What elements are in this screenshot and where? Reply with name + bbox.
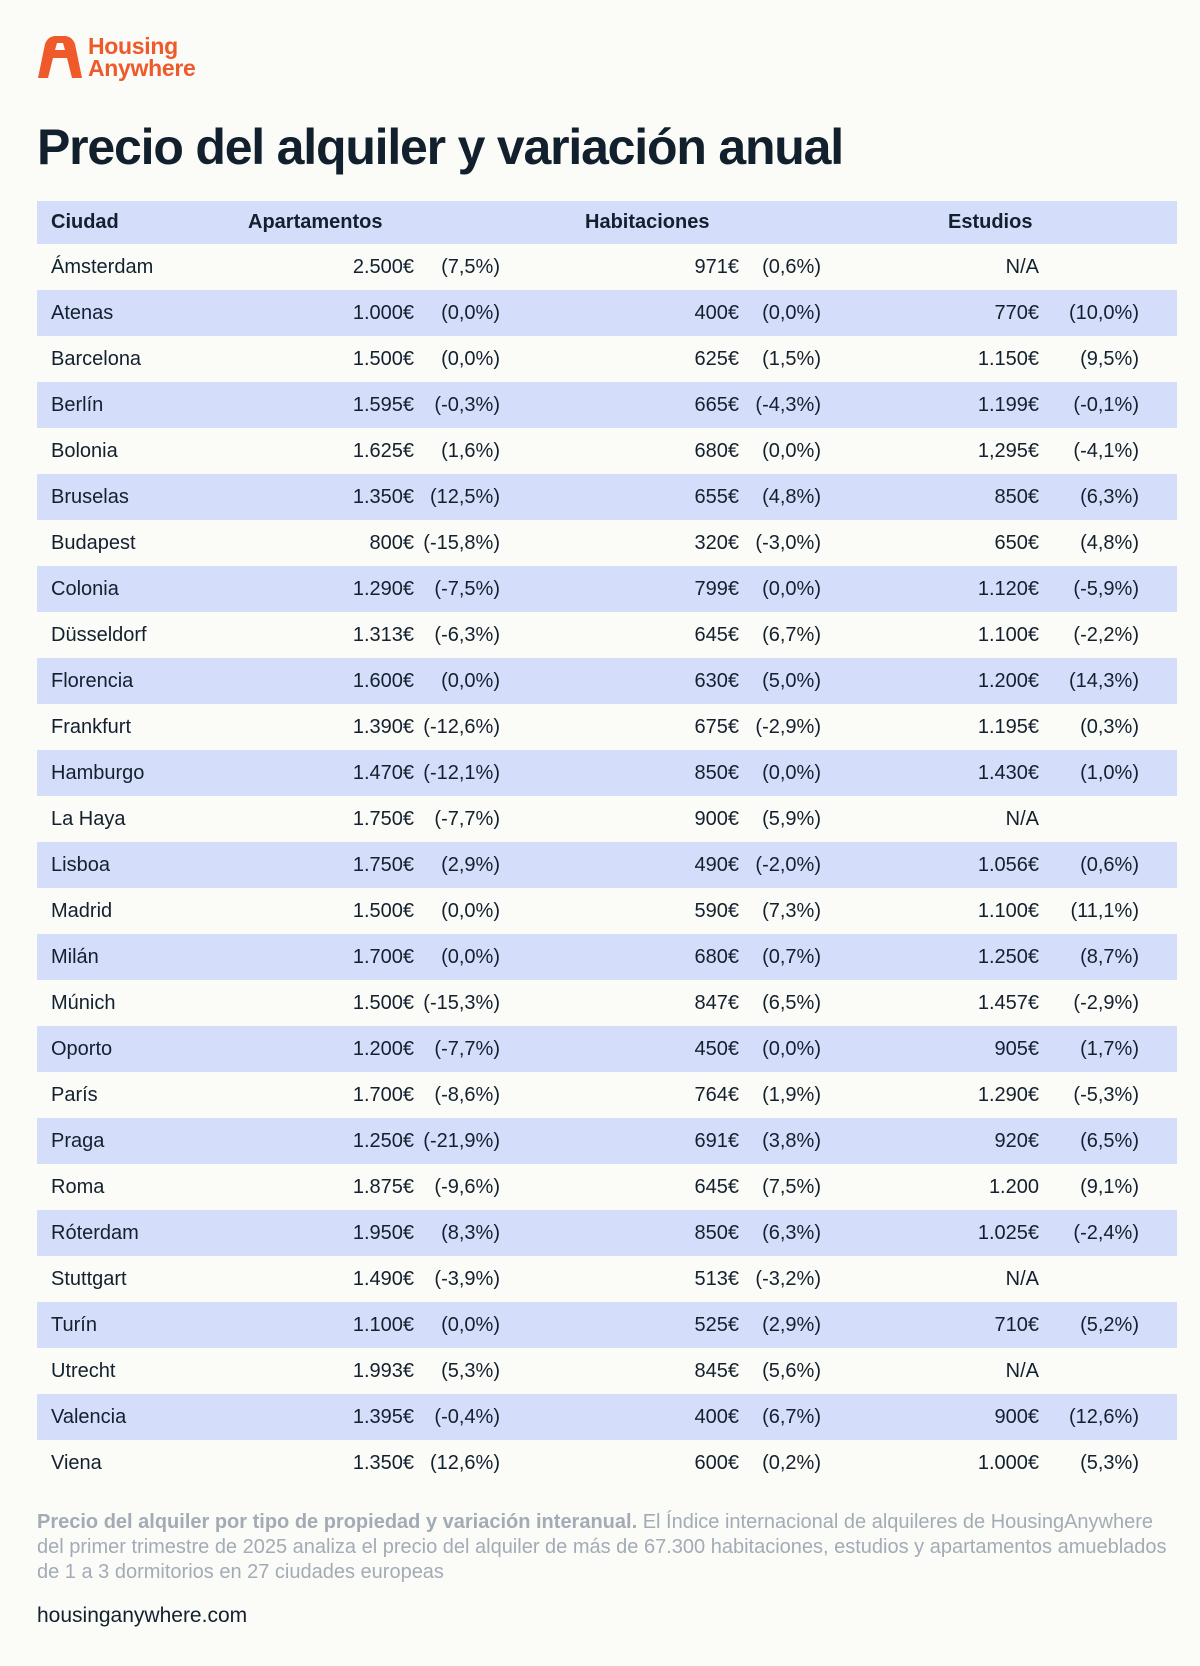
cell-rooms-change: (-3,0%) — [755, 532, 821, 554]
cell-rooms-price: 764€ — [694, 1084, 739, 1106]
table-row — [37, 704, 1177, 750]
cell-studios-change: (-2,4%) — [1073, 1222, 1139, 1244]
cell-studios-price: N/A — [1005, 808, 1039, 830]
cell-city: Berlín — [51, 394, 104, 416]
cell-apartments-change: (7,5%) — [441, 256, 500, 278]
cell-apartments-price: 1.750€ — [352, 854, 414, 876]
cell-studios-price: 1.430€ — [977, 762, 1039, 784]
cell-studios-change: (0,6%) — [1080, 854, 1139, 876]
cell-city: Madrid — [51, 900, 113, 922]
cell-apartments-price: 1.500€ — [352, 900, 414, 922]
cell-rooms-price: 320€ — [694, 532, 739, 554]
cell-rooms-price: 691€ — [694, 1130, 739, 1152]
table-header-row — [37, 201, 1177, 244]
brand-name-line1: Housing — [88, 33, 178, 59]
cell-city: Ámsterdam — [51, 256, 154, 278]
cell-city: París — [51, 1084, 98, 1106]
cell-rooms-change: (1,9%) — [762, 1084, 821, 1106]
cell-rooms-change: (0,2%) — [762, 1452, 821, 1474]
rent-table — [37, 201, 1177, 1486]
cell-apartments-price: 1.500€ — [352, 348, 414, 370]
cell-apartments-price: 1.000€ — [352, 302, 414, 324]
cell-apartments-change: (-6,3%) — [434, 624, 500, 646]
cell-apartments-change: (-15,3%) — [423, 992, 500, 1014]
cell-rooms-price: 900€ — [694, 808, 739, 830]
cell-apartments-price: 1.200€ — [352, 1038, 414, 1060]
cell-apartments-price: 1.750€ — [352, 808, 414, 830]
table-row — [37, 290, 1177, 336]
cell-studios-price: 905€ — [994, 1038, 1039, 1060]
cell-studios-price: 1,295€ — [977, 440, 1039, 462]
table-row — [37, 888, 1177, 934]
cell-apartments-change: (12,5%) — [429, 486, 500, 508]
cell-city: Valencia — [51, 1406, 127, 1428]
table-row — [37, 1026, 1177, 1072]
cell-rooms-change: (7,5%) — [762, 1176, 821, 1198]
cell-city: Róterdam — [51, 1222, 139, 1244]
cell-city: Praga — [51, 1130, 105, 1152]
cell-apartments-price: 1.470€ — [352, 762, 414, 784]
cell-rooms-change: (5,6%) — [762, 1360, 821, 1382]
column-header-rooms: Habitaciones — [585, 211, 710, 233]
cell-city: Hamburgo — [51, 762, 145, 784]
cell-city: Milán — [51, 946, 99, 968]
cell-apartments-change: (5,3%) — [441, 1360, 500, 1382]
table-row — [37, 520, 1177, 566]
cell-rooms-price: 971€ — [694, 256, 739, 278]
cell-rooms-change: (4,8%) — [762, 486, 821, 508]
cell-rooms-price: 630€ — [694, 670, 739, 692]
column-header-studios: Estudios — [948, 211, 1033, 233]
cell-studios-price: 1.457€ — [977, 992, 1039, 1014]
cell-rooms-change: (5,9%) — [762, 808, 821, 830]
cell-studios-change: (-5,9%) — [1073, 578, 1139, 600]
table-row — [37, 336, 1177, 382]
cell-rooms-price: 680€ — [694, 440, 739, 462]
cell-rooms-change: (6,7%) — [762, 1406, 821, 1428]
cell-apartments-price: 1.100€ — [352, 1314, 414, 1336]
cell-apartments-change: (0,0%) — [441, 946, 500, 968]
table-row — [37, 796, 1177, 842]
cell-apartments-price: 1.993€ — [352, 1360, 414, 1382]
brand-name — [88, 35, 196, 79]
table-row — [37, 980, 1177, 1026]
cell-studios-change: (4,8%) — [1080, 532, 1139, 554]
cell-apartments-change: (-12,1%) — [423, 762, 500, 784]
cell-rooms-price: 665€ — [694, 394, 739, 416]
cell-studios-change: (0,3%) — [1080, 716, 1139, 738]
cell-studios-price: 1.195€ — [977, 716, 1039, 738]
cell-apartments-change: (0,0%) — [441, 670, 500, 692]
cell-city: La Haya — [51, 808, 126, 830]
cell-city: Stuttgart — [51, 1268, 127, 1290]
cell-studios-price: 650€ — [994, 532, 1039, 554]
cell-apartments-change: (-7,7%) — [434, 1038, 500, 1060]
cell-studios-change: (5,2%) — [1080, 1314, 1139, 1336]
cell-rooms-price: 525€ — [694, 1314, 739, 1336]
table-row — [37, 1440, 1177, 1486]
cell-apartments-price: 1.490€ — [352, 1268, 414, 1290]
cell-city: Florencia — [51, 670, 134, 692]
cell-apartments-change: (0,0%) — [441, 348, 500, 370]
caption-bold: Precio del alquiler por tipo de propiedad y variación interanual. — [37, 1511, 638, 1533]
cell-rooms-price: 625€ — [694, 348, 739, 370]
cell-city: Colonia — [51, 578, 119, 600]
cell-rooms-price: 680€ — [694, 946, 739, 968]
cell-studios-price: 1.199€ — [977, 394, 1039, 416]
cell-rooms-change: (7,3%) — [762, 900, 821, 922]
cell-studios-price: 710€ — [994, 1314, 1039, 1336]
caption-text: El Índice internacional de alquileres de HousingAnywhere del primer trimestre de 2025 analiza el precio del alquiler de más de 67.300 habitaciones, estudios y apartamentos amueblados de 1 a 3 dormitorios en 27 ciudades europeas — [37, 1511, 1167, 1583]
cell-rooms-change: (0,0%) — [762, 302, 821, 324]
cell-rooms-price: 400€ — [694, 1406, 739, 1428]
cell-rooms-change: (0,0%) — [762, 440, 821, 462]
cell-rooms-change: (0,0%) — [762, 1038, 821, 1060]
cell-rooms-price: 847€ — [694, 992, 739, 1014]
cell-apartments-price: 1.250€ — [352, 1130, 414, 1152]
cell-rooms-price: 645€ — [694, 624, 739, 646]
cell-rooms-price: 850€ — [694, 1222, 739, 1244]
cell-rooms-change: (-2,9%) — [755, 716, 821, 738]
table-row — [37, 1164, 1177, 1210]
table-row — [37, 1394, 1177, 1440]
cell-apartments-change: (-8,6%) — [434, 1084, 500, 1106]
cell-apartments-change: (-7,5%) — [434, 578, 500, 600]
cell-studios-price: 1.290€ — [977, 1084, 1039, 1106]
cell-city: Lisboa — [51, 854, 110, 876]
cell-rooms-change: (-4,3%) — [755, 394, 821, 416]
cell-rooms-price: 675€ — [694, 716, 739, 738]
column-header-apartments: Apartamentos — [248, 211, 383, 233]
table-row — [37, 934, 1177, 980]
cell-studios-price: 1.120€ — [977, 578, 1039, 600]
table-row — [37, 1256, 1177, 1302]
cell-apartments-price: 1.395€ — [352, 1406, 414, 1428]
cell-studios-change: (-2,9%) — [1073, 992, 1139, 1014]
cell-studios-price: 1.250€ — [977, 946, 1039, 968]
cell-studios-price: N/A — [1005, 256, 1039, 278]
cell-rooms-change: (6,3%) — [762, 1222, 821, 1244]
cell-studios-change: (8,7%) — [1080, 946, 1139, 968]
cell-rooms-price: 490€ — [694, 854, 739, 876]
cell-city: Múnich — [51, 992, 116, 1014]
cell-apartments-change: (-12,6%) — [423, 716, 500, 738]
cell-rooms-change: (-2,0%) — [755, 854, 821, 876]
cell-apartments-price: 1.390€ — [352, 716, 414, 738]
cell-studios-price: 770€ — [994, 302, 1039, 324]
cell-rooms-change: (6,5%) — [762, 992, 821, 1014]
cell-studios-price: 1.200€ — [977, 670, 1039, 692]
cell-city: Bruselas — [51, 486, 129, 508]
cell-studios-price: 1.100€ — [977, 900, 1039, 922]
brand-name-line2: Anywhere — [88, 55, 196, 81]
cell-rooms-change: (6,7%) — [762, 624, 821, 646]
cell-apartments-price: 1.700€ — [352, 946, 414, 968]
cell-apartments-change: (12,6%) — [429, 1452, 500, 1474]
table-row — [37, 428, 1177, 474]
cell-city: Roma — [51, 1176, 105, 1198]
cell-studios-change: (1,0%) — [1080, 762, 1139, 784]
cell-city: Atenas — [51, 302, 114, 324]
cell-apartments-change: (-7,7%) — [434, 808, 500, 830]
cell-rooms-change: (-3,2%) — [755, 1268, 821, 1290]
cell-studios-change: (11,1%) — [1070, 900, 1139, 922]
cell-studios-change: (-5,3%) — [1073, 1084, 1139, 1106]
cell-studios-price: N/A — [1005, 1268, 1039, 1290]
cell-studios-price: 900€ — [994, 1406, 1039, 1428]
table-row — [37, 1210, 1177, 1256]
cell-rooms-price: 450€ — [694, 1038, 739, 1060]
cell-apartments-change: (0,0%) — [441, 302, 500, 324]
table-row — [37, 474, 1177, 520]
cell-studios-change: (12,6%) — [1068, 1406, 1139, 1428]
cell-rooms-price: 845€ — [694, 1360, 739, 1382]
cell-city: Barcelona — [51, 348, 142, 370]
column-header-city: Ciudad — [51, 211, 119, 233]
cell-studios-change: (5,3%) — [1080, 1452, 1139, 1474]
cell-studios-change: (-4,1%) — [1073, 440, 1139, 462]
table-row — [37, 244, 1177, 290]
caption — [37, 1510, 1177, 1585]
cell-studios-price: 1.200 — [988, 1176, 1039, 1198]
table-row — [37, 842, 1177, 888]
cell-rooms-change: (0,6%) — [762, 256, 821, 278]
footer-url[interactable]: housinganywhere.com — [37, 1604, 248, 1627]
cell-rooms-price: 590€ — [694, 900, 739, 922]
cell-studios-change: (6,3%) — [1080, 486, 1139, 508]
cell-city: Utrecht — [51, 1360, 116, 1382]
cell-studios-change: (1,7%) — [1080, 1038, 1139, 1060]
cell-apartments-price: 1.595€ — [352, 394, 414, 416]
cell-apartments-change: (0,0%) — [441, 900, 500, 922]
cell-studios-change: (6,5%) — [1080, 1130, 1139, 1152]
cell-apartments-price: 1.290€ — [352, 578, 414, 600]
cell-apartments-price: 1.350€ — [352, 1452, 414, 1474]
cell-city: Oporto — [51, 1038, 113, 1060]
cell-apartments-change: (0,0%) — [441, 1314, 500, 1336]
cell-apartments-change: (2,9%) — [441, 854, 500, 876]
page-title: Precio del alquiler y variación anual — [37, 119, 843, 175]
table-row — [37, 1072, 1177, 1118]
cell-apartments-price: 1.700€ — [352, 1084, 414, 1106]
cell-rooms-change: (2,9%) — [762, 1314, 821, 1336]
cell-studios-price: N/A — [1005, 1360, 1039, 1382]
cell-studios-price: 1.056€ — [977, 854, 1039, 876]
cell-studios-price: 1.025€ — [977, 1222, 1039, 1244]
cell-studios-change: (-0,1%) — [1073, 394, 1139, 416]
cell-apartments-price: 1.625€ — [352, 440, 414, 462]
cell-rooms-price: 850€ — [694, 762, 739, 784]
table-row — [37, 612, 1177, 658]
cell-apartments-price: 800€ — [369, 532, 414, 554]
brand-logo — [36, 34, 196, 80]
cell-rooms-price: 645€ — [694, 1176, 739, 1198]
cell-studios-price: 920€ — [994, 1130, 1039, 1152]
cell-rooms-change: (3,8%) — [762, 1130, 821, 1152]
table-row — [37, 382, 1177, 428]
cell-studios-change: (9,1%) — [1080, 1176, 1139, 1198]
table-row — [37, 566, 1177, 612]
cell-apartments-change: (8,3%) — [441, 1222, 500, 1244]
cell-city: Turín — [51, 1314, 97, 1336]
cell-city: Bolonia — [51, 440, 118, 462]
table-row — [37, 1118, 1177, 1164]
cell-apartments-price: 1.313€ — [352, 624, 414, 646]
cell-rooms-change: (0,7%) — [762, 946, 821, 968]
cell-apartments-price: 1.950€ — [352, 1222, 414, 1244]
cell-studios-price: 1.100€ — [977, 624, 1039, 646]
cell-apartments-change: (-9,6%) — [434, 1176, 500, 1198]
cell-apartments-change: (-0,4%) — [434, 1406, 500, 1428]
cell-rooms-price: 655€ — [694, 486, 739, 508]
cell-rooms-change: (1,5%) — [762, 348, 821, 370]
table-row — [37, 750, 1177, 796]
cell-rooms-price: 513€ — [694, 1268, 739, 1290]
cell-apartments-price: 1.500€ — [352, 992, 414, 1014]
cell-city: Frankfurt — [51, 716, 132, 738]
cell-apartments-change: (-15,8%) — [423, 532, 500, 554]
cell-studios-change: (9,5%) — [1080, 348, 1139, 370]
cell-apartments-price: 2.500€ — [352, 256, 414, 278]
cell-studios-price: 1.000€ — [977, 1452, 1039, 1474]
cell-apartments-price: 1.875€ — [352, 1176, 414, 1198]
table-row — [37, 1302, 1177, 1348]
cell-city: Viena — [51, 1452, 102, 1474]
cell-studios-change: (10,0%) — [1068, 302, 1139, 324]
cell-studios-price: 1.150€ — [977, 348, 1039, 370]
cell-apartments-price: 1.350€ — [352, 486, 414, 508]
cell-rooms-change: (0,0%) — [762, 762, 821, 784]
cell-apartments-change: (-0,3%) — [434, 394, 500, 416]
cell-apartments-change: (1,6%) — [441, 440, 500, 462]
cell-rooms-price: 799€ — [694, 578, 739, 600]
housinganywhere-logo-icon — [36, 34, 84, 80]
cell-city: Düsseldorf — [51, 624, 147, 646]
table-body — [37, 244, 1177, 1486]
table-row — [37, 658, 1177, 704]
table-row — [37, 1348, 1177, 1394]
cell-studios-change: (14,3%) — [1068, 670, 1139, 692]
cell-apartments-change: (-21,9%) — [423, 1130, 500, 1152]
cell-studios-change: (-2,2%) — [1073, 624, 1139, 646]
cell-rooms-price: 400€ — [694, 302, 739, 324]
cell-apartments-price: 1.600€ — [352, 670, 414, 692]
cell-city: Budapest — [51, 532, 136, 554]
cell-rooms-change: (5,0%) — [762, 670, 821, 692]
cell-rooms-price: 600€ — [694, 1452, 739, 1474]
cell-rooms-change: (0,0%) — [762, 578, 821, 600]
cell-apartments-change: (-3,9%) — [434, 1268, 500, 1290]
cell-studios-price: 850€ — [994, 486, 1039, 508]
